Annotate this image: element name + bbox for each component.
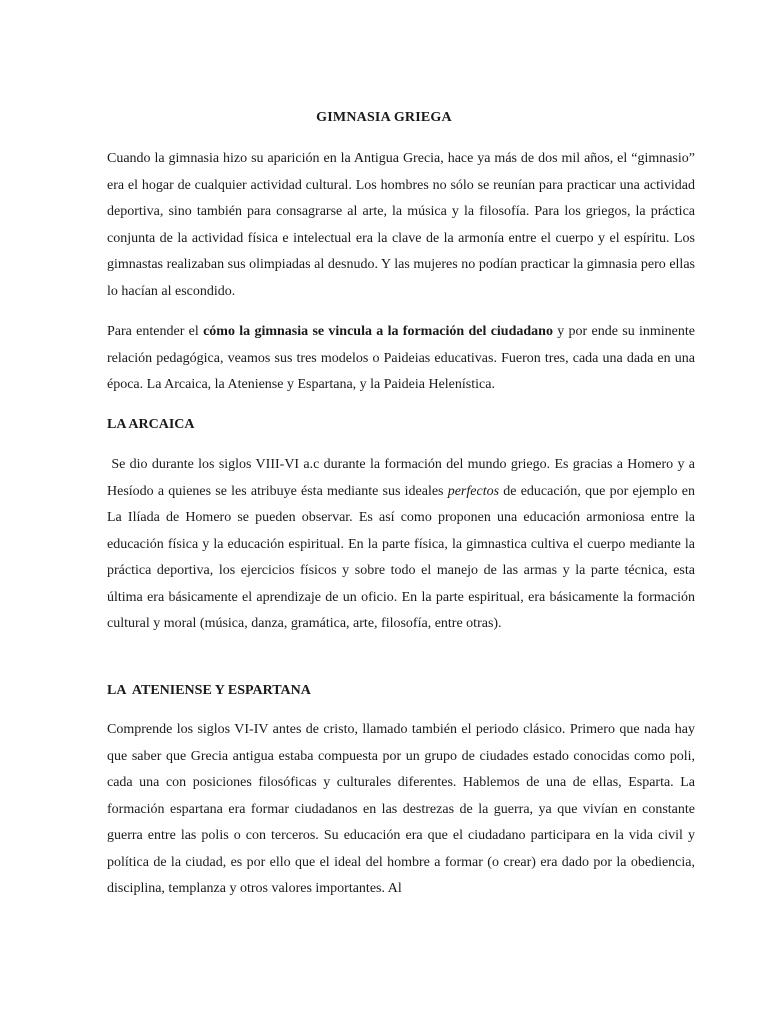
paragraph-arcaica [107,452,699,638]
paragraph-arcaica-text-end: de educación, que por ejemplo en La Ilíada de Homero se pueden observar. Es así como proponen una educación armoniosa entre la educación física y la educación espiritual. En la parte física, la gimnastica cultiva el cuerpo mediante la práctica deportiva, los ejercicios físicos y sobre todo el manejo de las armas y la parte técnica, esta última era básicamente el aprendizaje de un oficio. En la parte espiritual, era básicamente la formación cultural y moral (música, danza, gramática, arte, filosofía, entre otras). [107,483,699,631]
paragraph-paideias-text-start: Para entender el [107,324,204,339]
paragraph-ateniense-espartana: Comprende los siglos VI-IV antes de cristo, llamado también el periodo clásico. Primero que nada hay que saber que Grecia antigua estaba compuesta por un grupo de ciudades estado conocidas como poli, cada una con posiciones filosóficas y culturales diferentes. Hablemos de una de ellas, Esparta. La formación espartana era formar ciudadanos en las destrezas de la guerra, ya que vivían en constante guerra entre las polis o con terceros. Su educación era que el ciudadano participara en la vida civil y política de la ciudad, es por ello que el ideal del hombre a formar (o crear) era dado por la obediencia, disciplina, templanza y otros valores importantes. Al [107,722,695,896]
heading-la-arcaica: LA ARCAICA [107,417,195,432]
paragraph-paideias-text-end: y por ende su inminente relación pedagógica, veamos sus tres modelos o Paideias educativas. Fueron tres, cada una dada en una época. La Arcaica, la Ateniense y Espartana, y la Paideia Helenística. [107,324,695,392]
paragraph-arcaica-italic-word: perfectos [447,483,500,499]
paragraph-paideias-bold-phrase: cómo la gimnasia se vincula a la formación del ciudadano [203,324,553,339]
paragraph-arcaica-text-start: Se dio durante los siglos VIII-VI a.c durante la formación del mundo griego. Es gracias a Homero y a Hesíodo a quienes se les atribuye ésta mediante sus ideales [107,457,699,499]
document-title: GIMNASIA GRIEGA [316,110,452,125]
heading-ateniense-espartana: LA ATENIENSE Y ESPARTANA [107,683,311,698]
paragraph-paideias [107,319,695,399]
paragraph-intro: Cuando la gimnasia hizo su aparición en la Antigua Grecia, hace ya más de dos mil años, el “gimnasio” era el hogar de cualquier actividad cultural. Los hombres no sólo se reunían para practicar una actividad deportiva, sino también para consagrarse al arte, la música y la filosofía. Para los griegos, la práctica conjunta de la actividad física e intelectual era la clave de la armonía entre el cuerpo y el espíritu. Los gimnastas realizaban sus olimpiadas al desnudo. Y las mujeres no podían practicar la gimnasia pero ellas lo hacían al escondido. [107,151,695,299]
